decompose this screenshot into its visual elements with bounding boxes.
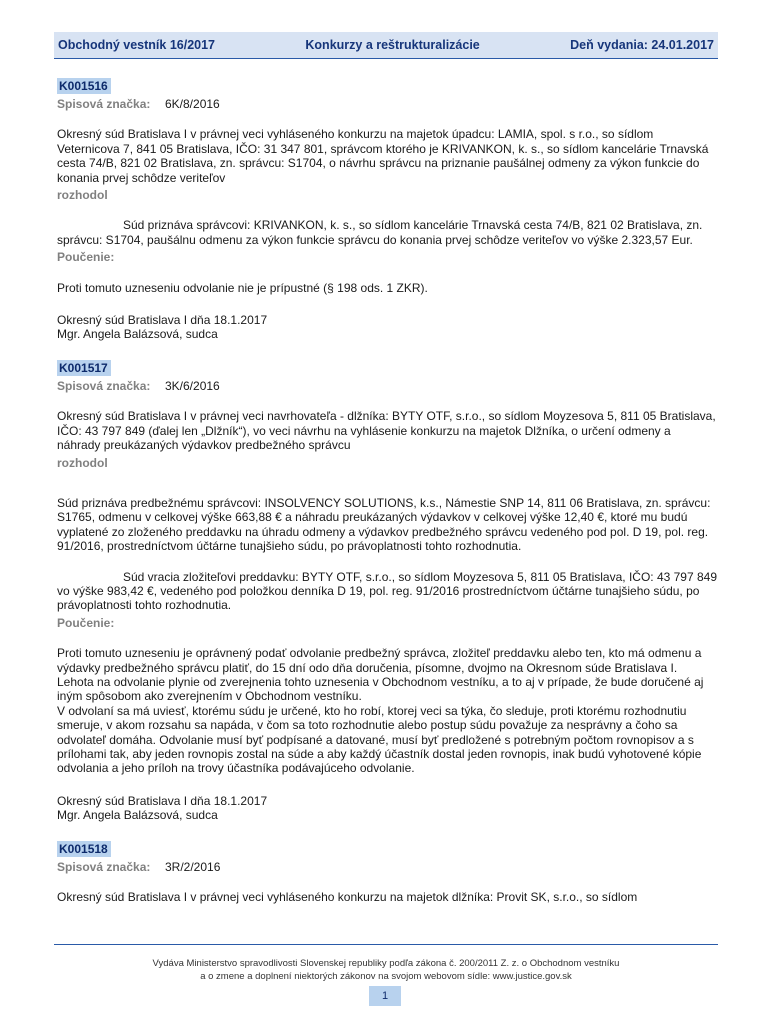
file-reference-value: 3R/2/2016 <box>165 859 221 874</box>
instruction-paragraph: Proti tomuto uzneseniu je oprávnený podať odvolanie predbežný správca, zložiteľ preddavku alebo ten, kto má odmenu a výdavky predbežného správcu platiť, do 15 dní odo dňa doručenia, písomne, dvojmo na Okresnom súde Bratislava I. <box>57 646 702 675</box>
entry-intro: Okresný súd Bratislava I v právnej veci vyhláseného konkurzu na majetok dlžníka: Provit SK, s.r.o., so sídlom <box>57 890 638 905</box>
entry <box>57 78 717 342</box>
main-content <box>57 78 717 904</box>
decision-label: rozhodol <box>57 188 108 203</box>
file-reference-value: 3K/6/2016 <box>165 378 220 393</box>
entry <box>57 360 717 823</box>
decision-label: rozhodol <box>57 455 108 470</box>
journal-issue: Obchodný vestník 16/2017 <box>58 38 216 52</box>
instruction-paragraph: Lehota na odvolanie plynie od zverejnenia tohto uznesenia v Obchodnom vestníku, a to aj v prípade, že bude doručené aj iným spôsobom ako zverejnením v Obchodnom vestníku. <box>57 674 704 704</box>
issue-date: Deň vydania: 24.01.2017 <box>570 38 714 52</box>
section-title: Konkurzy a reštrukturalizácie <box>305 38 480 52</box>
decision-text-2: Súd vracia zložiteľovi preddavku: BYTY OTF, s.r.o., so sídlom Moyzesova 5, 811 05 Bratislava, IČO: 43 797 849 vo výške 983,42 €, vedeného pod položkou denníka D 19, pol. reg. 91/2016 prostredníctvom účtárne tunajšieho súdu, po právoplatnosti tohto rozhodnutia. <box>57 569 718 613</box>
entry-id: K001516 <box>57 78 111 94</box>
file-reference-label: Spisová značka: <box>57 378 151 393</box>
page-number: 1 <box>369 986 401 1006</box>
instruction-paragraph: V odvolaní sa má uviesť, ktorému súdu je určené, kto ho robí, ktorej veci sa týka, čo sleduje, proti ktorému rozhodnutiu smeruje, v akom rozsahu sa napáda, v čom sa toto rozhodnutie alebo postup súdu považuje za nesprávny a čoho sa odvolateľ domáha. Odvolanie musí byť podpísané a datované, musí byť predložené s potrebným počtom rovnopisov a s prílohami tak, aby jeden rovnopis zostal na súde a aby každý účastník dostal jeden rovnopis, inak budú vyhotovené kópie odvolania a jeho príloh na trovy účastníka podávajúceho odvolanie. <box>57 703 702 776</box>
instruction-label: Poučenie: <box>57 250 115 265</box>
file-reference-label: Spisová značka: <box>57 859 151 874</box>
footer-line-1: Vydáva Ministerstvo spravodlivosti Slovenskej republiky podľa zákona č. 200/2011 Z. z. o Obchodnom vestníku <box>152 958 620 969</box>
instruction-label: Poučenie: <box>57 615 115 630</box>
page-header <box>54 32 718 59</box>
signature-place: Okresný súd Bratislava I dňa 18.1.2017 <box>57 313 268 328</box>
signature-place: Okresný súd Bratislava I dňa 18.1.2017 <box>57 793 268 808</box>
file-reference <box>57 860 717 874</box>
entry-intro: Okresný súd Bratislava I v právnej veci navrhovateľa - dlžníka: BYTY OTF, s.r.o., so sídlom Moyzesova 5, 811 05 Bratislava, IČO: 43 797 849 (ďalej len „Dlžník“), vo veci návrhu na vyhlásenie konkurzu na majetok Dlžníka, o určení odmeny a náhrady preukázaných výdavkov predbežného správcu <box>57 409 716 453</box>
footer-divider <box>54 944 718 945</box>
entry-id: K001518 <box>57 841 111 857</box>
instruction-text: Proti tomuto uzneseniu odvolanie nie je prípustné (§ 198 ods. 1 ZKR). <box>57 280 428 295</box>
footer-line-2: a o zmene a doplnení niektorých zákonov na svojom webovom sídle: www.justice.gov.sk <box>200 970 572 982</box>
page-footer <box>54 958 718 983</box>
decision-text: Súd priznáva správcovi: KRIVANKON, k. s., so sídlom kancelárie Trnavská cesta 74/B, 821 02 Bratislava, zn. správcu: S1704, paušálnu odmenu za výkon funkcie správcu do konania prvej schôdze veriteľov vo výške 2.323,57 Eur. <box>57 218 703 247</box>
entry-id: K001517 <box>57 360 111 376</box>
file-reference <box>57 379 717 393</box>
decision-text: Súd priznáva predbežnému správcovi: INSOLVENCY SOLUTIONS, k.s., Námestie SNP 14, 811 06 Bratislava, zn. správcu: S1765, odmenu v celkovej výške 663,88 € a náhradu preukázaných výdavkov v celkovej výške 12,40 €, ktoré mu budú vyplatené zo zloženého preddavku na úhradu odmeny a výdavkov predbežného správcu vedeného pod pol. D 19, pol. reg. 91/2016, prostredníctvom účtárne tunajšieho súdu, po právoplatnosti tohto rozhodnutia. <box>57 495 711 554</box>
signature-name: Mgr. Angela Balázsová, sudca <box>57 327 218 342</box>
entry <box>57 841 717 905</box>
signature-name: Mgr. Angela Balázsová, sudca <box>57 808 218 823</box>
entry-intro: Okresný súd Bratislava I v právnej veci vyhláseného konkurzu na majetok úpadcu: LAMIA, spol. s r.o., so sídlom Veternicova 7, 841 05 Bratislava, IČO: 31 347 801, správcom ktorého je KRIVANKON, k. s., so sídlom kancelárie Trnavská cesta 74/B, 821 02 Bratislava, zn. správcu: S1704, o návrhu správcu na priznanie paušálnej odmeny za výkon funkcie do konania prvej schôdze veriteľov <box>57 127 709 185</box>
file-reference-value: 6K/8/2016 <box>165 97 220 111</box>
file-reference <box>57 97 717 111</box>
file-reference-label: Spisová značka: <box>57 97 151 111</box>
